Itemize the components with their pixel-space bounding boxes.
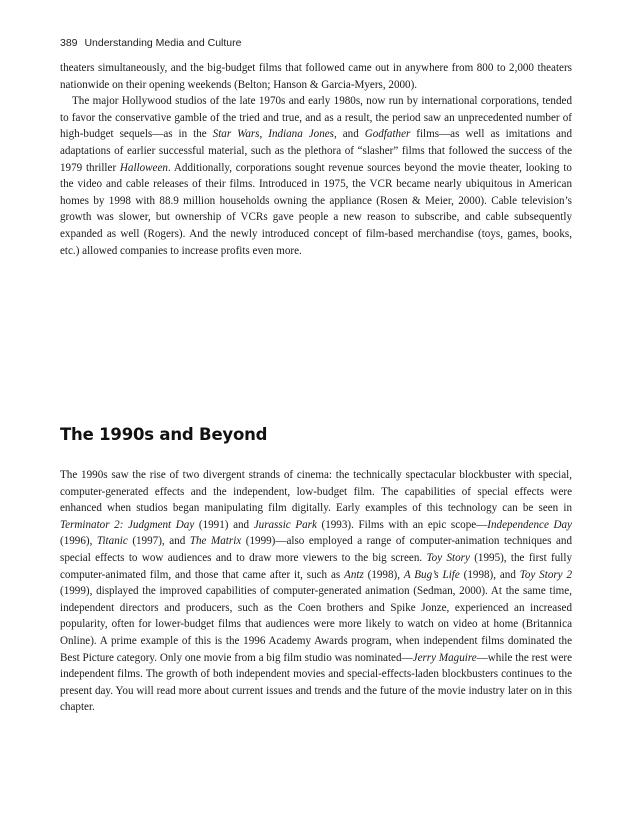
page-number: 389 bbox=[60, 37, 78, 49]
text-run: (1996), bbox=[60, 535, 97, 548]
film-title: Jerry Maguire bbox=[412, 651, 477, 664]
text-run: (1997), and bbox=[127, 535, 190, 548]
continuation-paragraph: theaters simultaneously, and the big-budget films that followed came out in anywhere from 800 to 2,000 theaters nationwide on their opening weekends (Belton; Hanson & Garcia-Myers, 2000). bbox=[60, 62, 572, 91]
film-title: Toy Story bbox=[426, 551, 470, 564]
text-run: The major Hollywood studios of the late 1970s and early 1980s, now run by international corporations, tended to favor the conservative gamble of the tried and true, and as a result, the period saw an unprecedented number of high-budget sequels—as in the bbox=[60, 95, 572, 141]
text-run: . Additionally, corporations sought revenue sources beyond the movie theater, looking to the video and cable releases of their films. Introduced in 1975, the VCR became nearly ubiquitous in American homes by 1998 with 88.9 million households owning the appliance (Rosen & Meier, 2000). Cable television’s growth was slower, but ownership of VCRs gave people a new reason to subscribe, and cable subsequently expanded as well (Rogers). And the newly introduced concept of film-based merchandise (toys, games, books, etc.) allowed companies to increase profits even more. bbox=[60, 161, 572, 257]
film-title: Halloween bbox=[119, 161, 168, 174]
film-title: Antz bbox=[344, 568, 364, 581]
section-heading: The 1990s and Beyond bbox=[60, 425, 268, 444]
text-run: (1999)—also employed a range of computer-animation techniques and special effects to wow audiences and to draw more viewers to the big screen. bbox=[60, 535, 573, 564]
text-run: , bbox=[259, 128, 269, 141]
running-head bbox=[60, 37, 241, 49]
text-run: (1995), the first fully computer-animated film, and those that came after it, such as bbox=[60, 551, 572, 581]
text-run: films—as well as imitations and adaptations of earlier successful material, such as the plethora of “slasher” films that followed the success of the 1979 thriller bbox=[60, 128, 572, 174]
film-title: The Matrix bbox=[189, 535, 242, 548]
studios-paragraph bbox=[60, 93, 572, 259]
text-run: (1993). Films with an epic scope— bbox=[316, 518, 488, 531]
film-title: Independence Day bbox=[487, 518, 572, 531]
text-run: —while the rest were independent films. The growth of both independent movies and special-effects-laden blockbusters continues to the present day. You will read more about current issues and trends and the future of the movie industry later on in this chapter. bbox=[60, 651, 573, 714]
film-title: A Bug’s Life bbox=[403, 568, 460, 581]
film-title: Indiana Jones bbox=[268, 128, 334, 141]
text-run: (1991) and bbox=[194, 518, 254, 531]
film-title: Titanic bbox=[96, 535, 128, 548]
film-title: Toy Story 2 bbox=[519, 568, 572, 581]
film-title: Terminator 2: Judgment Day bbox=[60, 518, 195, 531]
text-run: (1999), displayed the improved capabilities of computer-generated animation (Sedman, 2000). At the same time, independent directors and producers, such as the Coen brothers and Spike Jonze, experienced an increased popularity, often for lower-budget films that audiences were more likely to watch on video at home (Britannica Online). A prime example of this is the 1996 Academy Awards program, when independent films dominated the Best Picture category. Only one movie from a big film studio was nominated— bbox=[60, 585, 572, 664]
book-title: Understanding Media and Culture bbox=[84, 37, 242, 49]
text-run: (1998), bbox=[363, 568, 404, 581]
film-title: Godfather bbox=[364, 128, 411, 141]
section-body bbox=[60, 467, 572, 716]
continuation-text bbox=[60, 60, 572, 259]
section-paragraph bbox=[60, 467, 572, 716]
film-title: Star Wars bbox=[212, 128, 260, 141]
text-run: The 1990s saw the rise of two divergent strands of cinema: the technically spectacular blockbuster with special, computer-generated effects and the independent, low-budget film. The capabilities of special effects were enhanced when studios began manipulating film digitally. Early examples of this technology can be seen in bbox=[60, 469, 572, 515]
text-run: , and bbox=[333, 128, 365, 141]
text-run: (1998), and bbox=[459, 568, 520, 581]
film-title: Jurassic Park bbox=[253, 518, 317, 531]
